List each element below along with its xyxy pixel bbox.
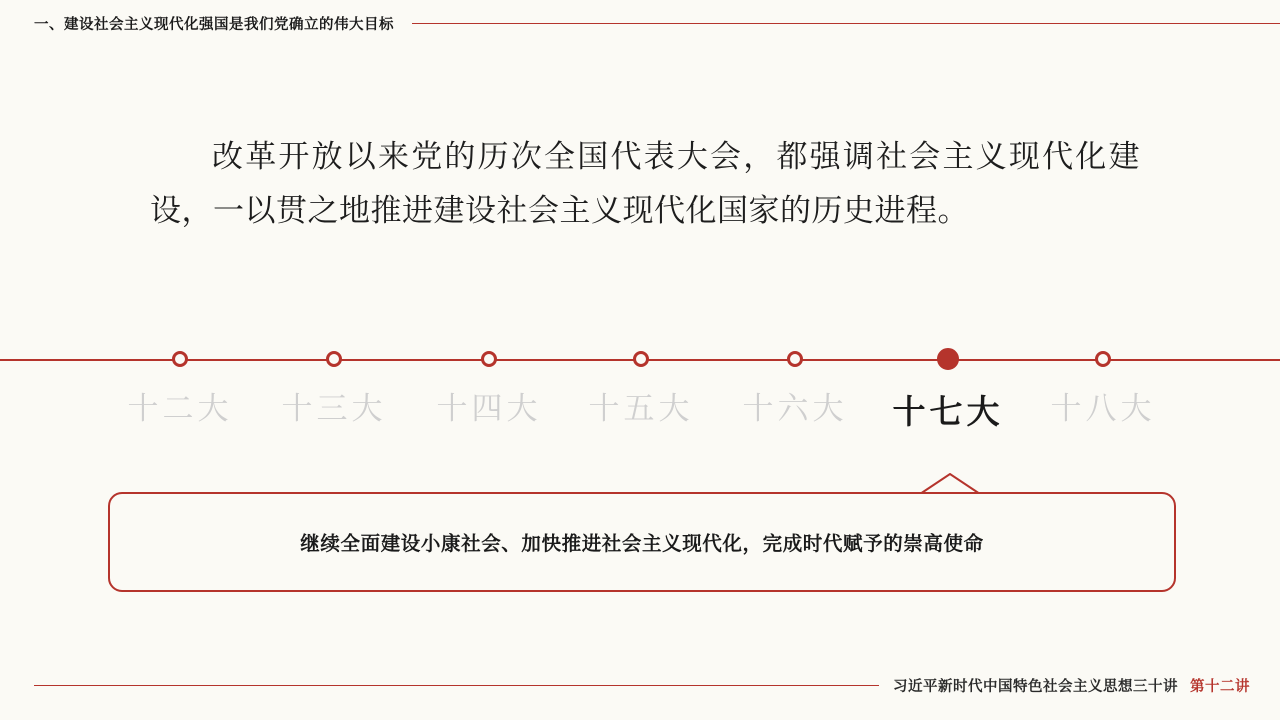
footer-title: 习近平新时代中国特色社会主义思想三十讲 — [893, 678, 1178, 695]
timeline-item[interactable] — [1023, 340, 1183, 428]
callout-text: 继续全面建设小康社会、加快推进社会主义现代化，完成时代赋予的崇高使命 — [300, 533, 984, 555]
timeline-item[interactable] — [715, 340, 875, 428]
timeline-item-label: 十六大 — [742, 391, 848, 426]
header-divider — [412, 23, 1280, 24]
timeline-item-label: 十四大 — [436, 391, 542, 426]
timeline-dot-icon — [937, 348, 959, 370]
timeline-item[interactable] — [100, 340, 260, 428]
footer-divider — [34, 685, 879, 686]
timeline-item-label: 十三大 — [281, 391, 387, 426]
timeline-item[interactable] — [409, 340, 569, 428]
timeline-item[interactable] — [561, 340, 721, 428]
lead-paragraph: 改革开放以来党的历次全国代表大会，都强调社会主义现代化建设，一以贯之地推进建设社会主义现代化国家的历史进程。 — [150, 139, 1140, 229]
timeline-dot-icon — [326, 351, 342, 367]
slide-footer — [0, 672, 1280, 698]
timeline-dot-icon — [633, 351, 649, 367]
timeline — [0, 340, 1280, 450]
timeline-dot-icon — [787, 351, 803, 367]
timeline-item-label: 十八大 — [1050, 391, 1156, 426]
timeline-item[interactable] — [868, 340, 1028, 433]
timeline-item-label: 十五大 — [588, 391, 694, 426]
slide-header — [0, 0, 1280, 46]
timeline-dot-icon — [481, 351, 497, 367]
timeline-dot-icon — [1095, 351, 1111, 367]
page-title: 一、建设社会主义现代化强国是我们党确立的伟大目标 — [34, 16, 394, 33]
timeline-dot-icon — [172, 351, 188, 367]
callout-box — [108, 492, 1176, 592]
timeline-item-label: 十七大 — [892, 393, 1004, 430]
timeline-item-label: 十二大 — [127, 391, 233, 426]
timeline-item[interactable] — [254, 340, 414, 428]
footer-lecture-badge: 第十二讲 — [1190, 678, 1250, 695]
